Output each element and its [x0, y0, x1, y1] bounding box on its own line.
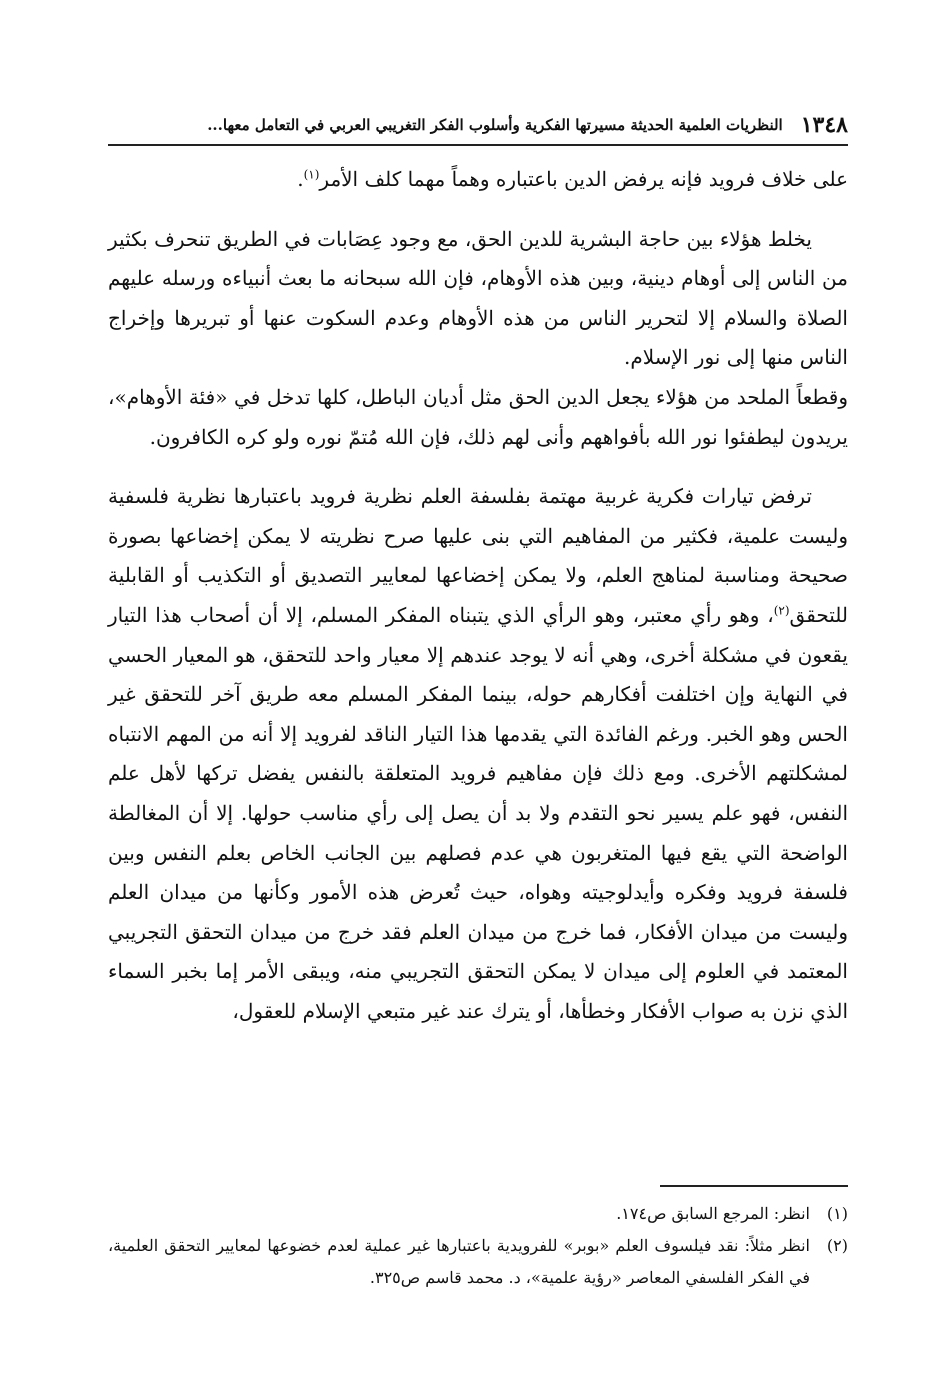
paragraph-2: يخلط هؤلاء بين حاجة البشرية للدين الحق، مع وجود عِصَابات في الطريق تنحرف بكثير من الناس إلى أوهام دينية، وبين هذه الأوهام، فإن الله سبحانه ما بعث أنبياءه ورسله عليهم الصلاة والسلام إلا لتحرير الناس من هذه الأوهام وعدم السكوت عنها أو تبريرها وإخراج الناس منها إلى نور الإسلام. [108, 226, 848, 370]
paragraph-4-part-2: ، وهو رأي معتبر، وهو الرأي الذي يتبناه المفكر المسلم، إلا أن أصحاب هذا التيار يقعون في مشكلة أخرى، وهي أنه لا يوجد عندهم إلا معيار واحد للتحقق، هو المعيار الحسي في النهاية وإن اختلفت أفكارهم حوله، بينما المفكر المسلم معه طريق آخر للتحقق غير الحس وهو الخبر. ورغم الفائدة التي يقدمها هذا التيار الناقد لفرويد إلا أنه من المهم الانتباه لمشكلتهم الأخرى. ومع ذلك فإن مفاهيم فرويد المتعلقة بالنفس يفضل تركها لأهل علم النفس، فهو علم يسير نحو التقدم ولا بد أن يصل إلى رأي مناسب حولها. إلا أن المغالطة الواضحة التي يقع فيها المتغربون هي عدم فصلهم بين الجانب الخاص بعلم النفس وبين فلسفة فرويد وفكره وأيدلوجيته وهواه، حيث تُعرض هذه الأمور وكأنها من ميدان العلم وليست من ميدان الأفكار، فما خرج من ميدان العلم فقد خرج من ميدان التحقق التجريبي المعتمد في العلوم إلى ميدان لا يمكن التحقق التجريبي منه، ويبقى الأمر إما بخبر السماء الذي نزن به صواب الأفكار وخطأها، أو يترك عند غير متبعي الإسلام للعقول، [108, 602, 848, 1023]
page-number: ١٣٤٨ [800, 112, 848, 138]
paragraph-4-part-1: ترفض تيارات فكرية غربية مهتمة بفلسفة العلم نظرية فرويد باعتبارها نظرية فلسفية وليست علمية، فكثير من المفاهيم التي بنى عليها صرح نظريته لا يمكن إخضاعها بصورة صحيحة ومناسبة لمناهج العلم، ولا يمكن إخضاعها لمعايير التصديق أو التكذيب أو القابلية للتحقق [108, 484, 848, 627]
main-text [108, 160, 848, 1031]
footnote-ref-2[interactable]: (٢) [773, 603, 790, 618]
footnote-separator [660, 1185, 848, 1187]
paragraph-1-end: . [297, 167, 304, 191]
paragraph-1 [108, 160, 848, 200]
paragraph-1-text: على خلاف فرويد فإنه يرفض الدين باعتباره وهماً مهما كلف الأمر [319, 167, 848, 191]
footnote-2 [108, 1230, 848, 1294]
footnote-ref-1[interactable]: (١) [303, 167, 320, 182]
header-rule [108, 144, 848, 146]
footnotes [108, 1198, 848, 1294]
running-title: النظريات العلمية الحديثة مسيرتها الفكرية وأسلوب الفكر التغريبي العربي في التعامل معها... [207, 116, 783, 134]
running-header [108, 108, 848, 142]
footnote-text: انظر: المرجع السابق ص١٧٤. [616, 1204, 810, 1223]
paragraph-gap [108, 457, 848, 477]
footnote-text: انظر مثلاً: نقد فيلسوف العلم «بوبر» للفرويدية باعتبارها غير عملية لعدم خضوعها لمعايير التحقق العلمية، في الفكر الفلسفي المعاصر «رؤية علمية»، د. محمد قاسم ص٣٢٥. [108, 1236, 810, 1287]
footnote-1 [108, 1198, 848, 1230]
paragraph-3: وقطعاً الملحد من هؤلاء يجعل الدين الحق مثل أديان الباطل، كلها تدخل في «فئة الأوهام»، يريدون ليطفئوا نور الله بأفواههم وأنى لهم ذلك، فإن الله مُتمّ نوره ولو كره الكافرون. [108, 384, 848, 449]
footnote-mark: (١) [826, 1204, 848, 1223]
paragraph-4 [108, 477, 848, 1031]
paragraph-gap [108, 200, 848, 220]
footnote-mark: (٢) [826, 1236, 848, 1255]
